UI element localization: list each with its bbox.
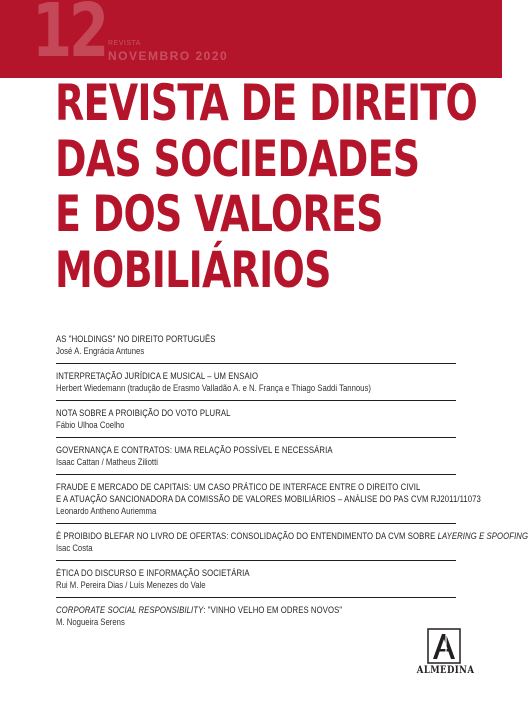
article-author: Isaac Cattan / Matheus Ziliotti: [56, 457, 158, 467]
issue-number: 12: [32, 0, 107, 74]
journal-title: [55, 76, 485, 298]
article-title: NOTA SOBRE A PROIBIÇÃO DO VOTO PLURAL: [56, 408, 231, 418]
article-author: M. Nogueira Serens: [56, 617, 125, 627]
article-entry: [56, 333, 456, 364]
article-entry: [56, 530, 528, 561]
article-author: Fábio Ulhoa Coelho: [56, 420, 125, 430]
top-color-band: [0, 0, 502, 78]
article-entry: [56, 567, 456, 598]
article-author: José A. Engrácia Antunes: [56, 346, 145, 356]
issue-date: NOVEMBRO 2020: [108, 49, 229, 63]
article-author: Leonardo Antheno Auriemma: [56, 506, 157, 516]
article-entry: [56, 370, 456, 401]
almedina-a-logo-icon: [427, 628, 461, 664]
table-of-contents: [56, 333, 528, 640]
article-entry: [56, 481, 481, 524]
article-title: GOVERNANÇA E CONTRATOS: UMA RELAÇÃO POSSÍVEL E NECESSÁRIA: [56, 445, 333, 455]
publisher-name: ALMEDINA: [416, 665, 475, 676]
article-title: [56, 604, 400, 616]
article-title: INTERPRETAÇÃO JURÍDICA E MUSICAL – UM ENSAIO: [56, 371, 259, 381]
issue-date-block: [108, 40, 228, 62]
journal-title-line-4: MOBILIÁRIOS: [55, 240, 331, 299]
article-author: Herbert Wiedemann (tradução de Erasmo Valladão A. e N. França e Thiago Saddi Tannous): [56, 383, 371, 393]
article-title: FRAUDE E MERCADO DE CAPITAIS: UM CASO PRÁTICO DE INTERFACE ENTRE O DIREITO CIVIL: [56, 482, 421, 492]
article-title-text: É PROIBIDO BLEFAR NO LIVRO DE OFERTAS: CONSOLIDAÇÃO DO ENTENDIMENTO DA CVM SOBRE: [56, 531, 438, 541]
article-title-italic: CORPORATE SOCIAL RESPONSIBILITY: [56, 605, 204, 615]
article-author: Isac Costa: [56, 543, 93, 553]
article-entry: [56, 407, 456, 438]
journal-title-line-1: REVISTA DE DIREITO: [55, 74, 478, 132]
issue-label: REVISTA: [108, 40, 141, 47]
article-title-italic: LAYERING E SPOOFING: [437, 531, 528, 541]
article-entry: [56, 604, 456, 634]
journal-title-line-3: E DOS VALORES: [55, 185, 383, 243]
journal-title-line-2: DAS SOCIEDADES: [55, 129, 420, 188]
article-author: Rui M. Pereira Dias / Luís Menezes do Vale: [56, 580, 206, 590]
article-title: ÉTICA DO DISCURSO E INFORMAÇÃO SOCIETÁRIA: [56, 568, 250, 578]
article-title: [56, 530, 528, 542]
publisher-block: [412, 628, 476, 676]
article-title: AS "HOLDINGS" NO DIREITO PORTUGUÊS: [56, 334, 216, 344]
article-title-continued: E A ATUAÇÃO SANCIONADORA DA COMISSÃO DE VALORES MOBILIÁRIOS – ANÁLISE DO PAS CVM RJ2011/11073: [56, 494, 481, 504]
article-entry: [56, 444, 456, 475]
article-title-text: : "VINHO VELHO EM ODRES NOVOS": [203, 605, 343, 615]
